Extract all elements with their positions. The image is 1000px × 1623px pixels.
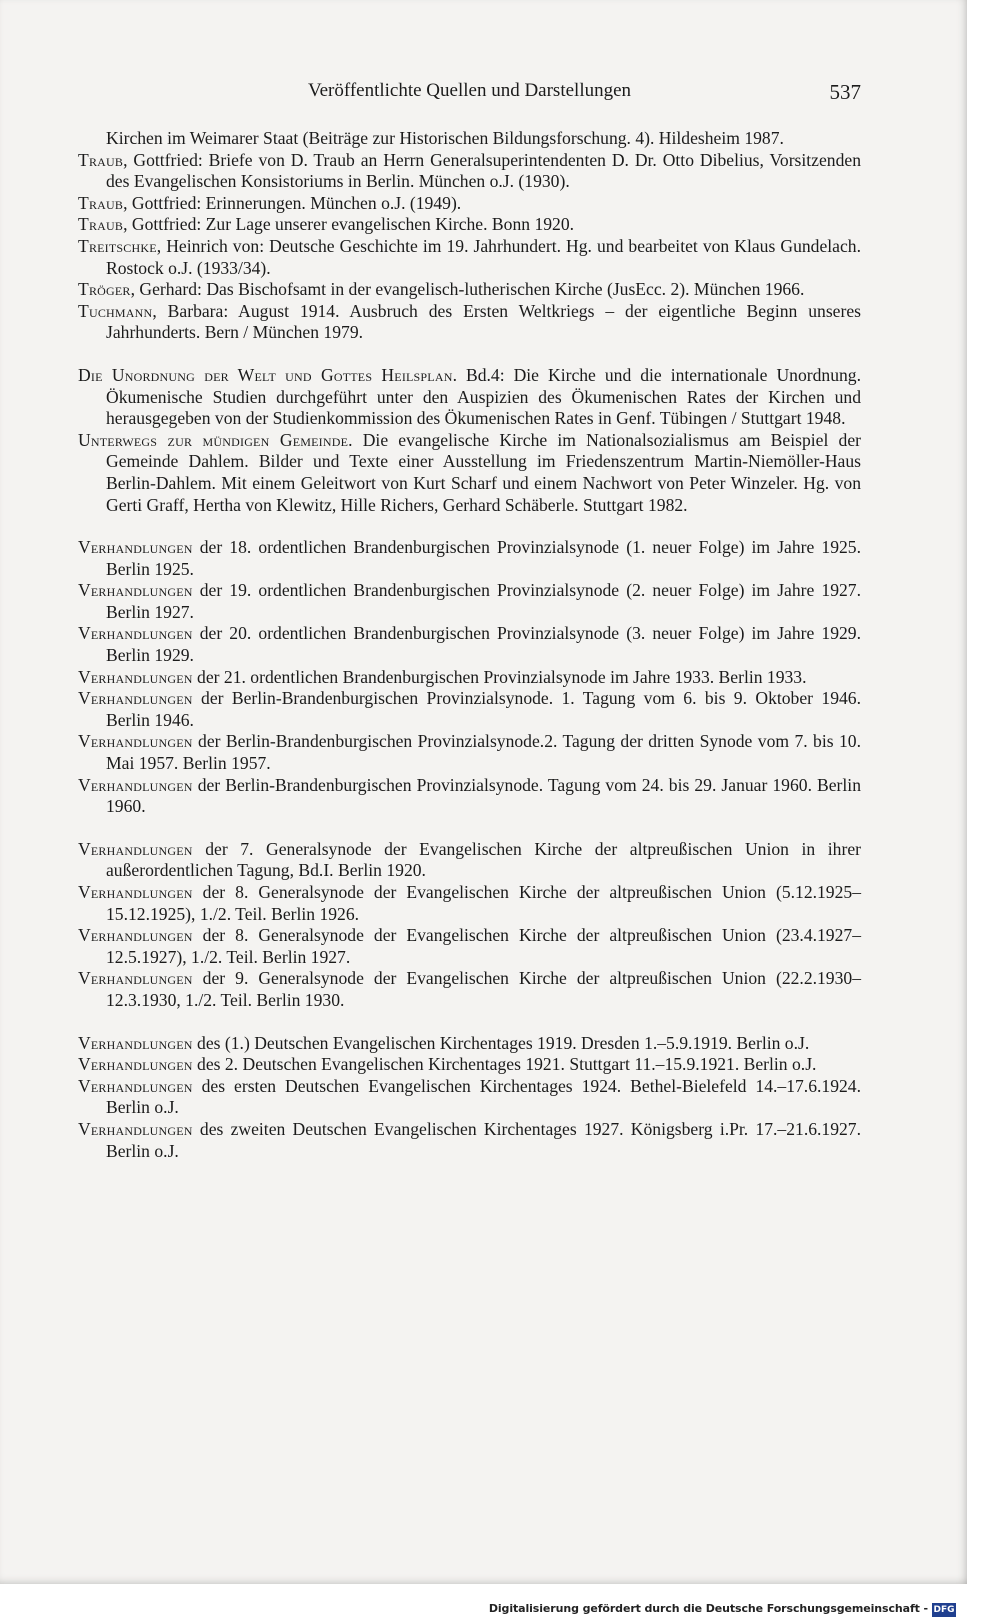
bibliography-entry	[78, 968, 861, 1011]
entry-text: Kirchen im Weimarer Staat (Beiträge zur Historischen Bildungsforschung. 4). Hildesheim 1987.	[106, 128, 784, 148]
dfg-logo-icon: DFG	[933, 1605, 955, 1615]
entry-text: . Die evangelische Kirche im Nationalsozialismus am Beispiel der Gemeinde Dahlem. Bilder und Texte einer Ausstellung im Friedenszentrum Martin-Niemöller-Haus Berlin-Dahlem. Mit einem Geleitwort von Kurt Scharf und einem Nachwort von Peter Winzeler. Hg. von Gerti Graff, Hertha von Klewitz, Hille Richers, Gerhard Schäberle. Stuttgart 1982.	[106, 429, 861, 515]
entry-author: Verhandlungen	[78, 537, 193, 558]
bibliography-entry	[78, 128, 861, 150]
entry-text: . Bd.4: Die Kirche und die internationale Unordnung. Ökumenische Studien durchgeführt unter den Auspizien des Ökumenischen Rates der Kirchen und herausgegeben von der Studienkommission des Ökumenischen Rates in Genf. Tübingen / Stuttgart 1948.	[106, 364, 861, 429]
bibliography-list	[78, 128, 861, 1162]
entry-author: Traub	[78, 214, 124, 235]
entry-text: der 7. Generalsynode der Evangelischen Kirche der altpreußischen Union in ihrer außerordentlichen Tagung, Bd.I. Berlin 1920.	[106, 838, 861, 881]
entry-text: , Gottfried: Briefe von D. Traub an Herrn Generalsuperintendenten D. Dr. Otto Dibelius, Vorsitzenden des Evangelischen Konsistoriums in Berlin. München o.J. (1930).	[106, 149, 861, 192]
digitization-footer	[0, 1584, 1000, 1623]
entry-text: der Berlin-Brandenburgischen Provinzialsynode.2. Tagung der dritten Synode vom 7. bis 10. Mai 1957. Berlin 1957.	[106, 731, 861, 774]
entry-text: der 9. Generalsynode der Evangelischen Kirche der altpreußischen Union (22.2.1930–12.3.1930, 1./2. Teil. Berlin 1930.	[106, 968, 861, 1010]
entry-text: , Barbara: August 1914. Ausbruch des Ersten Weltkriegs – der eigentliche Beginn unseres Jahrhunderts. Bern / München 1979.	[106, 300, 861, 343]
bibliography-entry	[78, 150, 861, 193]
entry-text: , Heinrich von: Deutsche Geschichte im 19. Jahrhundert. Hg. und bearbeitet von Klaus Gundelach. Rostock o.J. (1933/34).	[106, 235, 861, 278]
bibliography-entry	[78, 236, 861, 279]
entry-text: der 19. ordentlichen Brandenburgischen Provinzialsynode (2. neuer Folge) im Jahre 1927. Berlin 1927.	[106, 580, 861, 622]
bibliography-entry	[78, 365, 861, 430]
entry-text: der 8. Generalsynode der Evangelischen Kirche der altpreußischen Union (23.4.1927–12.5.1927), 1./2. Teil. Berlin 1927.	[106, 925, 861, 967]
bibliography-entry	[78, 1076, 861, 1119]
bibliography-entry	[78, 925, 861, 968]
bibliography-entry	[78, 775, 861, 818]
entry-author: Tuchmann	[78, 300, 153, 321]
section-gap	[78, 1012, 861, 1033]
entry-author: Traub	[78, 192, 124, 213]
entry-author: Verhandlungen	[78, 925, 193, 946]
bibliography-entry	[78, 537, 861, 580]
entry-author: Die Unordnung der Welt und Gottes Heilsplan	[78, 364, 453, 385]
entry-author: Verhandlungen	[78, 1032, 193, 1053]
bibliography-entry	[78, 301, 861, 344]
entry-text: , Gottfried: Erinnerungen. München o.J. (1949).	[123, 192, 462, 213]
bibliography-entry	[78, 731, 861, 774]
page-number: 537	[829, 80, 861, 104]
entry-text: der 18. ordentlichen Brandenburgischen Provinzialsynode (1. neuer Folge) im Jahre 1925. Berlin 1925.	[106, 537, 861, 579]
bibliography-entry	[78, 214, 861, 236]
bibliography-entry	[78, 1033, 861, 1055]
entry-author: Treitschke	[78, 235, 157, 256]
section-gap	[78, 818, 861, 839]
entry-author: Verhandlungen	[78, 1118, 193, 1139]
entry-text: des zweiten Deutschen Evangelischen Kirchentages 1927. Königsberg i.Pr. 17.–21.6.1927. Berlin o.J.	[106, 1118, 861, 1161]
bibliography-entry	[78, 193, 861, 215]
section-gap	[78, 344, 861, 365]
running-head	[78, 80, 861, 110]
entry-text: der Berlin-Brandenburgischen Provinzialsynode. 1. Tagung vom 6. bis 9. Oktober 1946. Berlin 1946.	[106, 688, 861, 730]
entry-text: des (1.) Deutschen Evangelischen Kirchentages 1919. Dresden 1.–5.9.1919. Berlin o.J.	[192, 1032, 810, 1053]
entry-text: , Gottfried: Zur Lage unserer evangelischen Kirche. Bonn 1920.	[123, 214, 575, 235]
entry-author: Traub	[78, 149, 124, 170]
entry-author: Verhandlungen	[78, 774, 193, 795]
entry-author: Verhandlungen	[78, 688, 193, 709]
entry-text: der 20. ordentlichen Brandenburgischen Provinzialsynode (3. neuer Folge) im Jahre 1929. Berlin 1929.	[106, 623, 861, 666]
bibliography-entry	[78, 688, 861, 731]
entry-text: der Berlin-Brandenburgischen Provinzialsynode. Tagung vom 24. bis 29. Januar 1960. Berlin 1960.	[106, 774, 861, 817]
section-gap	[78, 516, 861, 537]
entry-text: des ersten Deutschen Evangelischen Kirchentages 1924. Bethel-Bielefeld 14.–17.6.1924. Berlin o.J.	[106, 1075, 861, 1118]
entry-text: der 21. ordentlichen Brandenburgischen Provinzialsynode im Jahre 1933. Berlin 1933.	[192, 666, 807, 687]
bibliography-entry	[78, 882, 861, 925]
running-title: Veröffentlichte Quellen und Darstellungen	[307, 80, 632, 101]
entry-author: Unterwegs zur mündigen Gemeinde	[78, 429, 349, 450]
entry-author: Verhandlungen	[78, 968, 193, 989]
entry-author: Verhandlungen	[78, 580, 193, 601]
funding-note: Digitalisierung gefördert durch die Deutsche Forschungsgemeinschaft -	[488, 1602, 928, 1615]
bibliography-entry	[78, 1054, 861, 1076]
entry-author: Verhandlungen	[78, 731, 193, 752]
bibliography-entry	[78, 430, 861, 516]
bibliography-entry	[78, 667, 861, 689]
entry-author: Verhandlungen	[78, 623, 193, 644]
entry-author: Verhandlungen	[78, 838, 193, 859]
bibliography-entry	[78, 839, 861, 882]
entry-author: Verhandlungen	[78, 1054, 193, 1075]
entry-author: Tröger	[78, 279, 131, 300]
entry-text: des 2. Deutschen Evangelischen Kirchentages 1921. Stuttgart 11.–15.9.1921. Berlin o.J.	[192, 1054, 817, 1075]
entry-text: der 8. Generalsynode der Evangelischen Kirche der altpreußischen Union (5.12.1925–15.12.1925), 1./2. Teil. Berlin 1926.	[106, 882, 861, 924]
bibliography-entry	[78, 1119, 861, 1162]
bibliography-entry	[78, 580, 861, 623]
entry-text: , Gerhard: Das Bischofsamt in der evangelisch-lutherischen Kirche (JusEcc. 2). München 1966.	[130, 279, 805, 300]
entry-author: Verhandlungen	[78, 1075, 193, 1096]
bibliography-entry	[78, 623, 861, 666]
entry-author: Verhandlungen	[78, 666, 193, 687]
bibliography-entry	[78, 279, 861, 301]
entry-author: Verhandlungen	[78, 882, 193, 902]
